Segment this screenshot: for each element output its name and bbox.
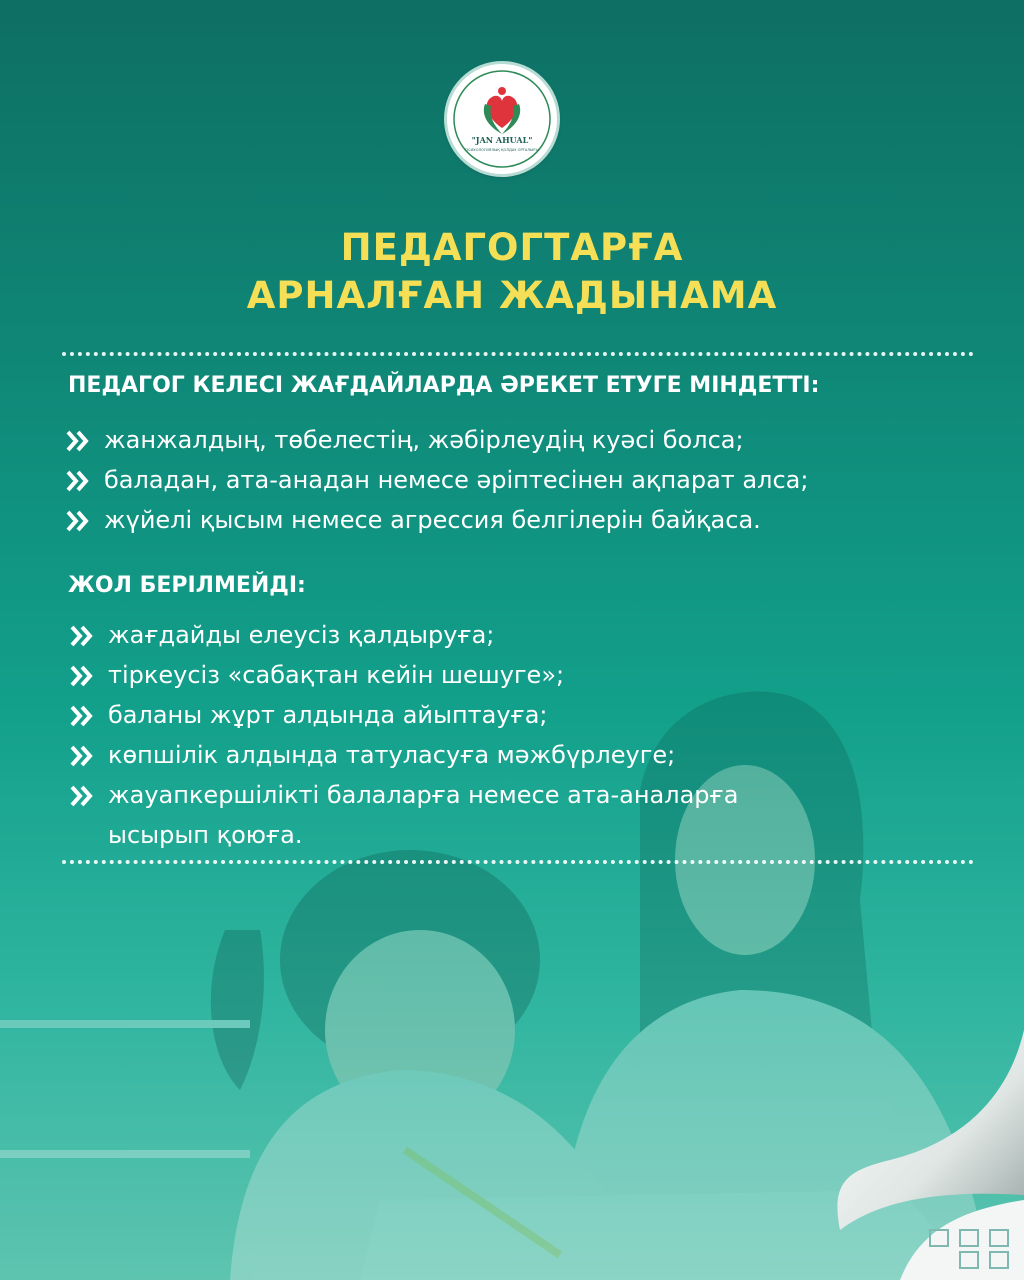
double-chevron-right-icon — [70, 625, 94, 647]
double-chevron-right-icon — [70, 665, 94, 687]
list-item — [108, 615, 494, 655]
list-item-text: тіркеусіз «сабақтан кейін шешуге»; — [108, 661, 565, 689]
double-chevron-right-icon — [70, 705, 94, 727]
double-chevron-right-icon — [70, 745, 94, 767]
double-chevron-right-icon — [66, 430, 90, 452]
list-item — [104, 420, 744, 460]
page-title-line-1: ПЕДАГОГТАРҒА — [340, 226, 684, 269]
list-item-text: жауапкершілікті балаларға немесе ата-аналарға — [108, 781, 739, 809]
list-item — [108, 735, 675, 775]
brand-logo — [447, 64, 557, 174]
section-2-heading: ЖОЛ БЕРІЛМЕЙДІ: — [68, 573, 306, 598]
divider-bottom — [62, 860, 974, 864]
divider-top — [62, 352, 974, 356]
list-item-text: көпшілік алдында татуласуға мәжбүрлеуге; — [108, 741, 676, 769]
list-item-text: жағдайды елеусіз қалдыруға; — [108, 621, 495, 649]
double-chevron-right-icon — [66, 470, 90, 492]
list-item — [108, 775, 738, 815]
heart-hands-logo-icon — [447, 64, 557, 174]
list-item — [104, 500, 761, 540]
double-chevron-right-icon — [66, 510, 90, 532]
list-item-text: жанжалдың, төбелестің, жәбірлеудің куәсі болса; — [104, 426, 744, 454]
list-item-text: баланы жұрт алдында айыптауға; — [108, 701, 548, 729]
list-item-text: баладан, ата-анадан немесе әріптесінен ақпарат алса; — [104, 466, 809, 494]
logo-name: "JAN AHUAL" — [471, 135, 533, 145]
list-item — [108, 655, 564, 695]
page-title-line-2: АРНАЛҒАН ЖАДЫНАМА — [246, 274, 778, 317]
section-1-heading: ПЕДАГОГ КЕЛЕСІ ЖАҒДАЙЛАРДА ӘРЕКЕТ ЕТУГЕ МІНДЕТТІ: — [68, 373, 820, 398]
page-curl-corner — [820, 1030, 1024, 1280]
list-item-continuation — [108, 815, 302, 855]
list-item — [108, 695, 548, 735]
list-item — [104, 460, 808, 500]
double-chevron-right-icon — [70, 785, 94, 807]
list-item-text: жүйелі қысым немесе агрессия белгілерін байқаса. — [104, 506, 761, 534]
logo-subtitle: ПСИХОЛОГИЯЛЫҚ ҚОЛДАУ ОРТАЛЫҒЫ — [465, 148, 539, 152]
list-item-text: ысырып қоюға. — [108, 821, 303, 849]
